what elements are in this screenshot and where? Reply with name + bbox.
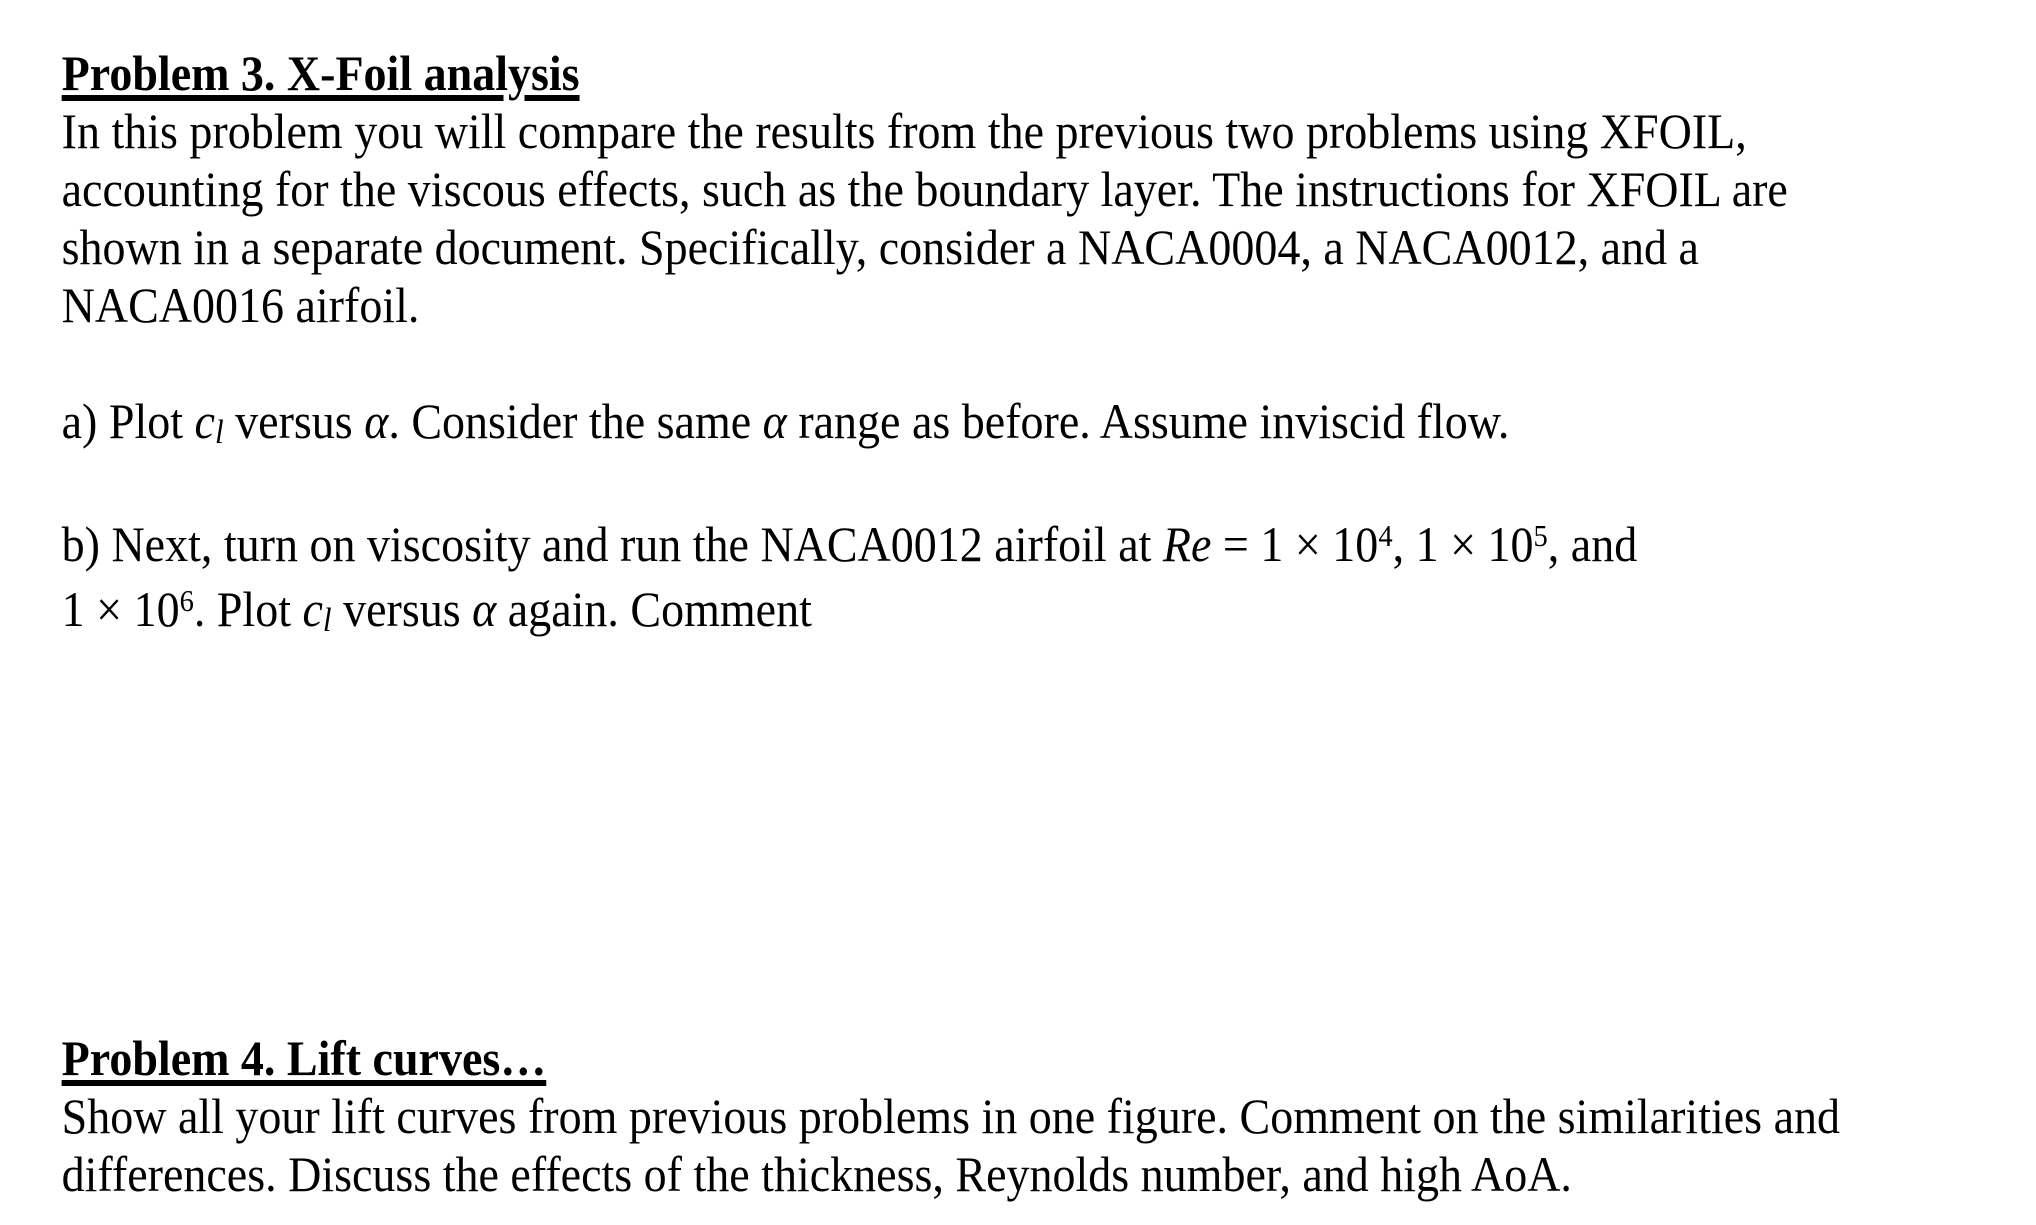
text-segment: shown in a separate document. Specifically, consider a NACA0004, a NACA0012, and a — [61, 219, 1699, 275]
text-line — [62, 276, 2036, 334]
problem-3-heading — [62, 44, 2036, 102]
problem-3-intro-paragraph — [62, 102, 2036, 334]
problem-4-heading — [62, 1029, 2036, 1087]
math-segment: α — [472, 581, 497, 637]
math-segment: α — [364, 393, 389, 449]
problem-3-part-b-paragraph — [62, 515, 2036, 645]
text-segment: 1 × 10 — [61, 581, 180, 637]
text-segment: In this problem you will compare the results from the previous two problems using XFOIL, — [61, 103, 1747, 159]
math-segment: c — [194, 393, 215, 449]
text-segment: . Consider the same — [388, 393, 763, 449]
text-segment: = 1 × 10 — [1211, 516, 1379, 572]
text-line — [62, 218, 2036, 276]
math-segment: 4 — [1378, 518, 1393, 554]
text-segment: accounting for the viscous effects, such as the boundary layer. The instructions for XFOIL are — [61, 161, 1788, 217]
text-line — [62, 515, 2036, 580]
problem-4-heading-text: Problem 4. Lift curves… — [61, 1030, 547, 1086]
text-segment: again. Comment — [496, 581, 812, 637]
text-segment: b) Next, turn on viscosity and run the NACA0012 airfoil at — [61, 516, 1163, 572]
math-segment: l — [214, 414, 224, 452]
text-segment: Show all your lift curves from previous problems in one figure. Comment on the similarities and — [61, 1088, 1840, 1144]
text-segment: differences. Discuss the effects of the thickness, Reynolds number, and high AoA. — [61, 1146, 1572, 1202]
math-segment: c — [302, 581, 323, 637]
problem-3-heading-text: Problem 3. X-Foil analysis — [61, 45, 580, 101]
text-segment: versus — [223, 393, 365, 449]
problem-4-body-paragraph — [62, 1087, 2036, 1203]
text-segment: NACA0016 airfoil. — [61, 277, 420, 333]
text-segment: , 1 × 10 — [1392, 516, 1534, 572]
text-line — [62, 392, 2036, 457]
text-segment: range as before. Assume inviscid flow. — [786, 393, 1510, 449]
math-segment: 5 — [1533, 518, 1548, 554]
math-segment: Re — [1162, 516, 1212, 572]
text-line — [62, 580, 2036, 645]
text-line — [62, 1145, 2036, 1203]
text-segment: a) Plot — [61, 393, 195, 449]
text-line — [62, 102, 2036, 160]
math-segment: l — [322, 602, 332, 640]
problem-3-part-a-paragraph — [62, 392, 2036, 457]
text-line — [62, 1087, 2036, 1145]
math-segment: 6 — [179, 583, 194, 619]
text-segment: . Plot — [193, 581, 303, 637]
math-segment: α — [762, 393, 787, 449]
text-line — [62, 160, 2036, 218]
text-segment: versus — [331, 581, 473, 637]
text-segment: , and — [1547, 516, 1638, 572]
